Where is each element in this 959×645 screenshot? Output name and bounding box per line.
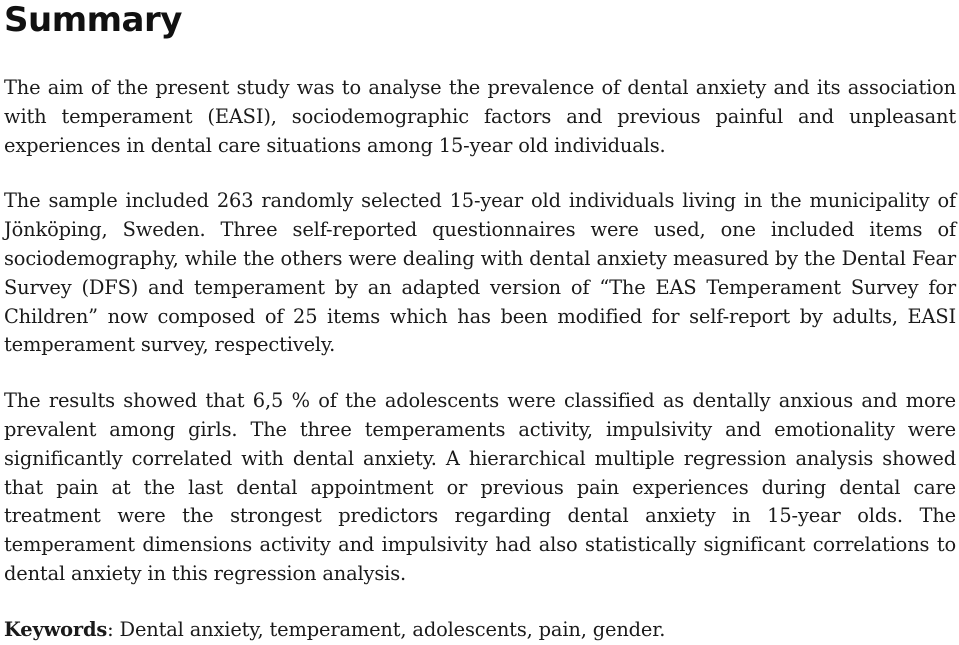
keywords-label: Keywords <box>4 617 108 641</box>
keywords-text: : Dental anxiety, temperament, adolescents, pain, gender. <box>107 617 666 641</box>
summary-page <box>4 0 956 645</box>
paragraph-aim: The aim of the present study was to analyse the prevalence of dental anxiety and its association with temperament (EASI), sociodemographic factors and previous painful and unpleasant experiences in dental care situations among 15-year old individuals. <box>4 76 956 157</box>
paragraph-sample: The sample included 263 randomly selected 15-year old individuals living in the municipality of Jönköping, Sweden. Three self-reported questionnaires were used, one included items of sociodemography, while the others were dealing with dental anxiety measured by the Dental Fear Survey (DFS) and temperament by an adapted version of “The EAS Temperament Survey for Children” now composed of 25 items which has been modified for self-report by adults, EASI temperament survey, respectively. <box>4 189 956 357</box>
keywords-line <box>4 616 956 645</box>
paragraph-results: The results showed that 6,5 % of the adolescents were classified as dentally anxious and more prevalent among girls. The three temperaments activity, impulsivity and emotionality were significantly correlated with dental anxiety. A hierarchical multiple regression analysis showed that pain at the last dental appointment or previous pain experiences during dental care treatment were the strongest predictors regarding dental anxiety in 15-year olds. The temperament dimensions activity and impulsivity had also statistically significant correlations to dental anxiety in this regression analysis. <box>4 389 956 585</box>
page-title: Summary <box>4 0 182 40</box>
